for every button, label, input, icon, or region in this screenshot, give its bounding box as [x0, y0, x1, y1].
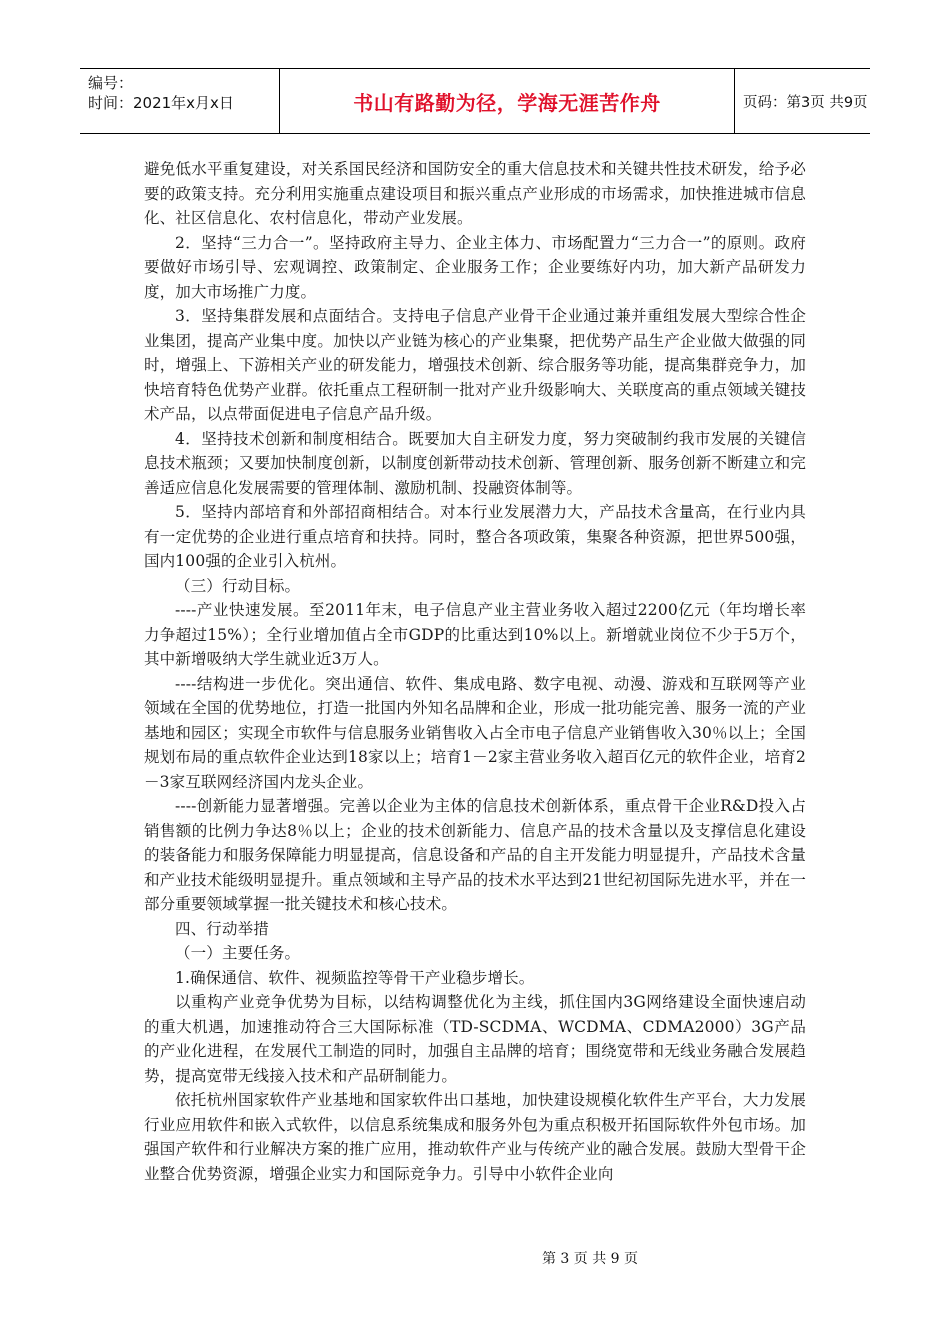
- subsection-heading: 1.确保通信、软件、视频监控等骨干产业稳步增长。: [175, 968, 535, 987]
- paragraph: ----产业快速发展。至2011年末，电子信息产业主营业务收入超过2200亿元（年均增长率力争超过15%）；全行业增加值占全市GDP的比重达到10%以上。新增就业岗位不少于5万个，其中新增吸纳大学生就业近3万人。: [144, 601, 806, 668]
- paragraph: 以重构产业竞争优势为目标，以结构调整优化为主线，抓住国内3G网络建设全面快速启动的重大机遇，加速推动符合三大国际标准（TD-SCDMA、WCDMA、CDMA2000）3G产品的产业化进程，在发展代工制造的同时，加强自主品牌的培育；围绕宽带和无线业务融合发展趋势，提高宽带无线接入技术和产品研制能力。: [144, 993, 806, 1085]
- header-meta: [80, 69, 280, 133]
- document-date: 时间：2021年x月x日: [88, 94, 234, 112]
- section-heading: （一）主要任务。: [175, 944, 301, 962]
- paragraph: 避免低水平重复建设，对关系国民经济和国防安全的重大信息技术和关键共性技术研发，给予必要的政策支持。充分利用实施重点建设项目和振兴重点产业形成的市场需求，加快推进城市信息化、社区信息化、农村信息化，带动产业发展。: [144, 160, 806, 227]
- header-page-cell: [735, 69, 870, 133]
- header-motto: 书山有路勤为径，学海无涯苦作舟: [353, 90, 661, 115]
- header-motto-cell: [280, 69, 735, 133]
- section-heading: （三）行动目标。: [175, 576, 301, 595]
- paragraph: 3．坚持集群发展和点面结合。支持电子信息产业骨干企业通过兼并重组发展大型综合性企业集团，提高产业集中度。加快以产业链为核心的产业集聚，把优势产品生产企业做大做强的同时，增强上、下游相关产业的研发能力，增强技术创新、综合服务等功能，提高集群竞争力，加快培育特色优势产业群。依托重点工程研制一批对产业升级影响大、关联度高的重点领域关键技术产品，以点带面促进电子信息产品升级。: [144, 307, 806, 423]
- section-heading: 四、行动举措: [175, 919, 269, 938]
- header-page-code: 页码：第3页 共9页: [743, 94, 868, 111]
- paragraph: ----创新能力显著增强。完善以企业为主体的信息技术创新体系，重点骨干企业R&D投入占销售额的比例力争达8％以上；企业的技术创新能力、信息产品的技术含量以及支撑信息化建设的装备能力和服务保障能力明显提高，信息设备和产品的自主开发能力明显提升，产品技术含量和产业技术能级明显提升。重点领域和主导产品的技术水平达到21世纪初国际先进水平，并在一部分重要领域掌握一批关键技术和核心技术。: [144, 797, 806, 913]
- document-number-label: 编号：: [88, 74, 134, 92]
- page-header: [80, 68, 870, 134]
- paragraph: 2．坚持“三力合一”。坚持政府主导力、企业主体力、市场配置力“三力合一”的原则。政府要做好市场引导、宏观调控、政策制定、企业服务工作；企业要练好内功，加大新产品研发力度，加大市场推广力度。: [144, 233, 806, 301]
- paragraph: 4．坚持技术创新和制度相结合。既要加大自主研发力度，努力突破制约我市发展的关键信息技术瓶颈；又要加快制度创新，以制度创新带动技术创新、管理创新、服务创新不断建立和完善适应信息化发展需要的管理体制、激励机制、投融资体制等。: [144, 429, 806, 497]
- paragraph: ----结构进一步优化。突出通信、软件、集成电路、数字电视、动漫、游戏和互联网等产业领域在全国的优势地位，打造一批国内外知名品牌和企业，形成一批功能完善、服务一流的产业基地和园区；实现全市软件与信息服务业销售收入占全市电子信息产业销售收入30％以上；全国规划布局的重点软件企业达到18家以上；培育1－2家主营业务收入超百亿元的软件企业，培育2－3家互联网经济国内龙头企业。: [144, 674, 806, 791]
- paragraph: 5．坚持内部培育和外部招商相结合。对本行业发展潜力大，产品技术含量高，在行业内具有一定优势的企业进行重点培育和扶持。同时，整合各项政策，集聚各种资源，把世界500强，国内100强的企业引入杭州。: [144, 503, 806, 570]
- paragraph: 依托杭州国家软件产业基地和国家软件出口基地，加快建设规模化软件生产平台，大力发展行业应用软件和嵌入式软件，以信息系统集成和服务外包为重点积极开拓国际软件外包市场。加强国产软件和行业解决方案的推广应用，推动软件产业与传统产业的融合发展。鼓励大型骨干企业整合优势资源，增强企业实力和国际竞争力。引导中小软件企业向: [144, 1091, 806, 1183]
- document-body: [144, 157, 806, 1186]
- page-footer: 第 3 页 共 9 页: [541, 1251, 639, 1267]
